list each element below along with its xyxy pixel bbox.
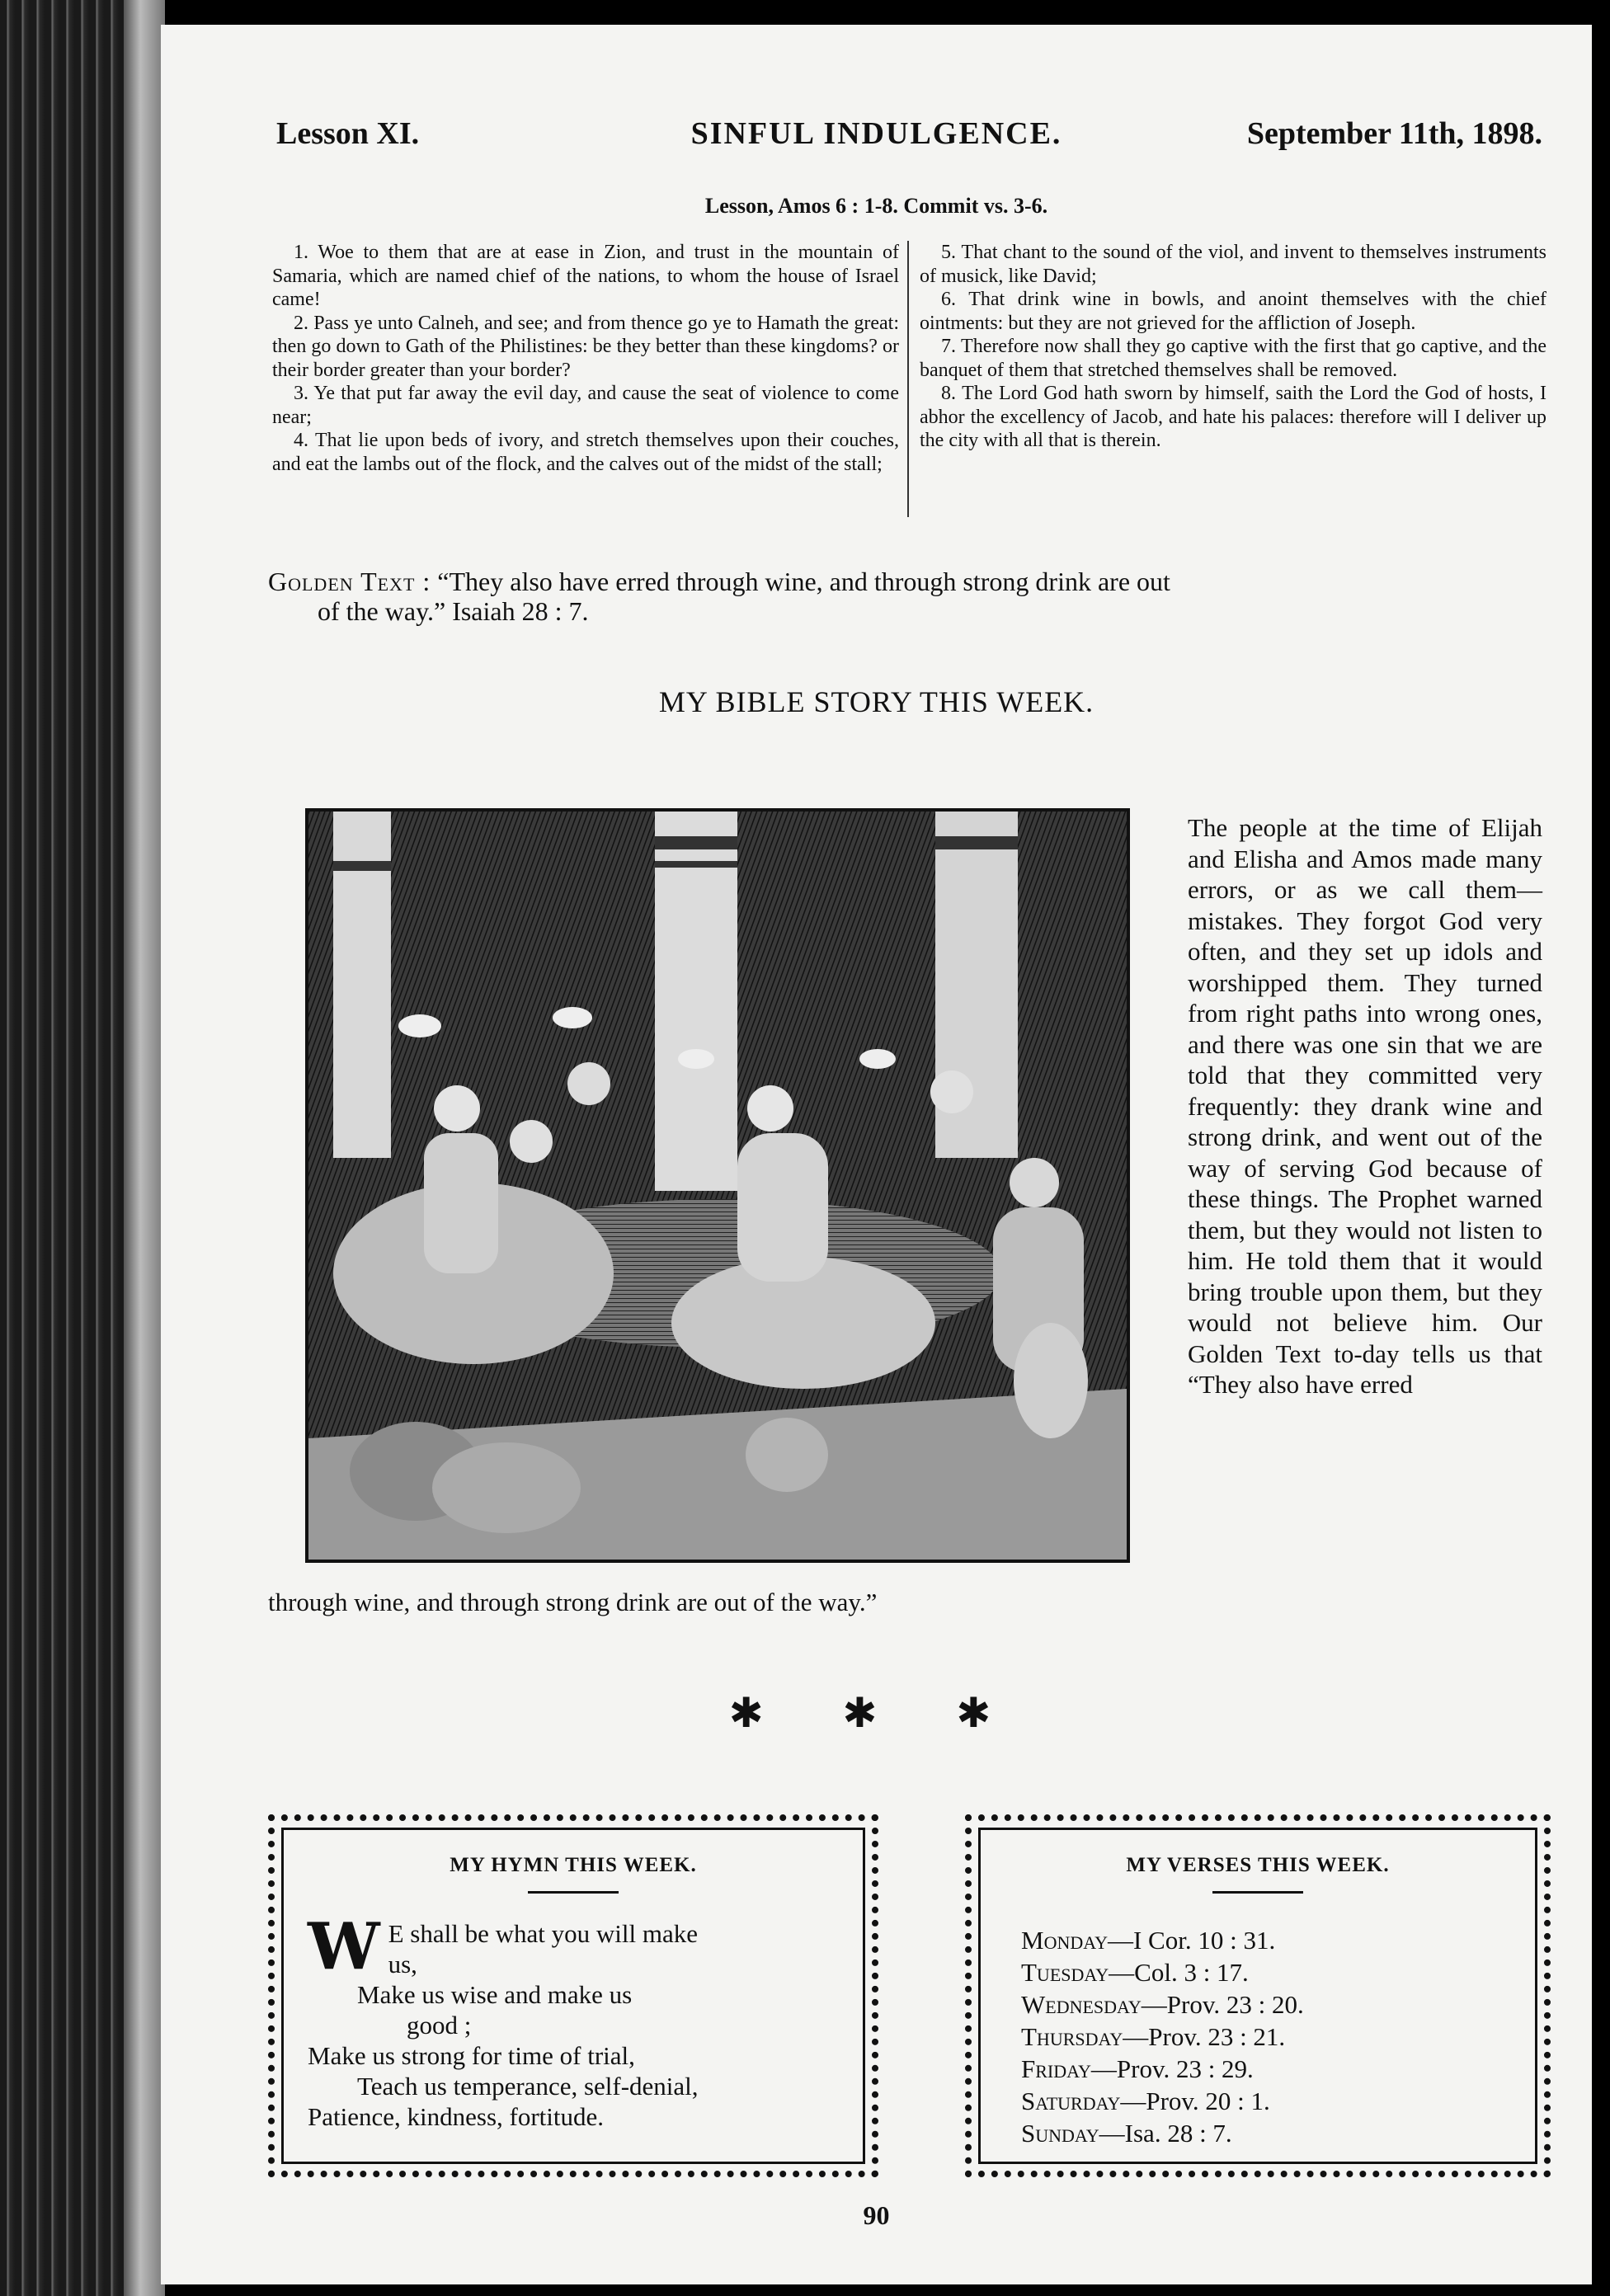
scripture-passage [272, 241, 1546, 525]
golden-text-label: Golden Text : [268, 567, 431, 596]
verse: 6. That drink wine in bowls, and anoint themselves with the chief ointments: but they are not grieved for the affliction of Joseph. [920, 289, 1546, 334]
page-number: 90 [863, 2200, 890, 2230]
hymn-line: Teach us temperance, self-denial, [357, 2072, 699, 2101]
hymn-dropcap: W [308, 1909, 380, 1984]
verse-ref: —Prov. 20 : 1. [1120, 2087, 1270, 2115]
verse: 7. Therefore now shall they go captive with the first that go captive, and the banquet of them that stretched themselves shall be removed. [920, 336, 1546, 381]
golden-text-reference: of the way.” Isaiah 28 : 7. [318, 596, 589, 626]
column-divider [907, 241, 909, 517]
verse-ref: —Prov. 23 : 21. [1123, 2022, 1286, 2051]
verse-item [1021, 1988, 1516, 2021]
scripture-column-left [272, 241, 899, 476]
verse: 4. That lie upon beds of ivory, and stretch themselves upon their couches, and eat the lambs out of the flock, and the calves out of the midst of the stall; [272, 430, 899, 475]
verse-item [1021, 2021, 1516, 2053]
hymn-line: good ; [407, 2011, 472, 2040]
section-separator-stars: ✱ ✱ ✱ [728, 1689, 1024, 1737]
verse-day: Saturday [1021, 2087, 1121, 2115]
verse-ref: —Isa. 28 : 7. [1099, 2119, 1232, 2148]
verse-item [1021, 2053, 1516, 2085]
verse-item [1021, 2117, 1516, 2149]
story-continuation: through wine, and through strong drink are out of the way.” [268, 1588, 878, 1616]
verse: 8. The Lord God hath sworn by himself, saith the Lord the God of hosts, I abhor the excellency of Jacob, and hate his palaces: therefore will I deliver up the city with all that is therein. [920, 383, 1546, 451]
story-body: The people at the time of Elijah and Elisha and Amos made many errors, or as we call them—mistakes. They forgot God very often, and they set up idols and worshipped them. They turned from right paths into wrong ones, and there was one sin that we are told that they committed very frequently: they drank wine and strong drink, and went out of the way of serving God because of these things. The Prophet warned them, but they would not listen to him. He told them that it would bring trouble upon them, but they would not believe him. Our Golden Text to-day tells us that “They also have erred [1188, 813, 1542, 1399]
hymn-text [308, 1909, 836, 2132]
page [161, 25, 1592, 2284]
verse-day: Sunday [1021, 2119, 1099, 2148]
hymn-line: Patience, kindness, fortitude. [308, 2102, 604, 2131]
verse-ref: —I Cor. 10 : 31. [1107, 1926, 1276, 1955]
verse-ref: —Prov. 23 : 29. [1090, 2054, 1254, 2083]
verses-title-rule [1212, 1891, 1303, 1894]
verse-ref: —Col. 3 : 17. [1109, 1958, 1249, 1987]
scripture-column-right [920, 241, 1546, 453]
hymn-box [268, 1814, 878, 2177]
verse-day: Friday [1021, 2054, 1091, 2083]
hymn-title-rule [528, 1891, 619, 1894]
lesson-date: September 11th, 1898. [1246, 116, 1542, 151]
verses-box [965, 1814, 1551, 2177]
golden-text [268, 567, 1555, 626]
verse-day: Wednesday [1021, 1990, 1142, 2019]
lesson-reference: Lesson, Amos 6 : 1-8. Commit vs. 3-6. [704, 194, 1048, 218]
banquet-illustration [305, 808, 1130, 1563]
hymn-line: Make us wise and make us [357, 1980, 633, 2009]
verses-title: MY VERSES THIS WEEK. [1126, 1854, 1390, 1876]
hymn-line: E shall be what you will make [388, 1919, 698, 1948]
hymn-line: Make us strong for time of trial, [308, 2041, 635, 2070]
verse-item [1021, 2085, 1516, 2117]
lesson-number: Lesson XI. [276, 116, 420, 151]
golden-text-body: “They also have erred through wine, and through strong drink are out [437, 567, 1170, 596]
verse-day: Monday [1021, 1926, 1108, 1955]
verse-item [1021, 1924, 1516, 1956]
verse: 5. That chant to the sound of the viol, and invent to themselves instruments of musick, like David; [920, 242, 1546, 287]
verse-day: Thursday [1021, 2022, 1123, 2051]
verse-ref: —Prov. 23 : 20. [1141, 1990, 1304, 2019]
hymn-line: us, [388, 1950, 417, 1978]
verse: 3. Ye that put far away the evil day, and cause the seat of violence to come near; [272, 383, 899, 428]
verse-item [1021, 1956, 1516, 1988]
verse-day: Tuesday [1021, 1958, 1109, 1987]
lesson-title: SINFUL INDULGENCE. [690, 116, 1062, 151]
verse: 2. Pass ye unto Calneh, and see; and from thence go ye to Hamath the great: then go down to Gath of the Philistines: be they better than these kingdoms? or their border greater than your border? [272, 312, 899, 381]
verses-list [1021, 1924, 1516, 2149]
hymn-title: MY HYMN THIS WEEK. [450, 1854, 697, 1876]
story-title: MY BIBLE STORY THIS WEEK. [658, 685, 1095, 718]
page-header [161, 115, 1592, 165]
page-edge [124, 0, 165, 2296]
verse: 1. Woe to them that are at ease in Zion, and trust in the mountain of Samaria, which are named chief of the nations, to whom the house of Israel came! [272, 242, 899, 310]
